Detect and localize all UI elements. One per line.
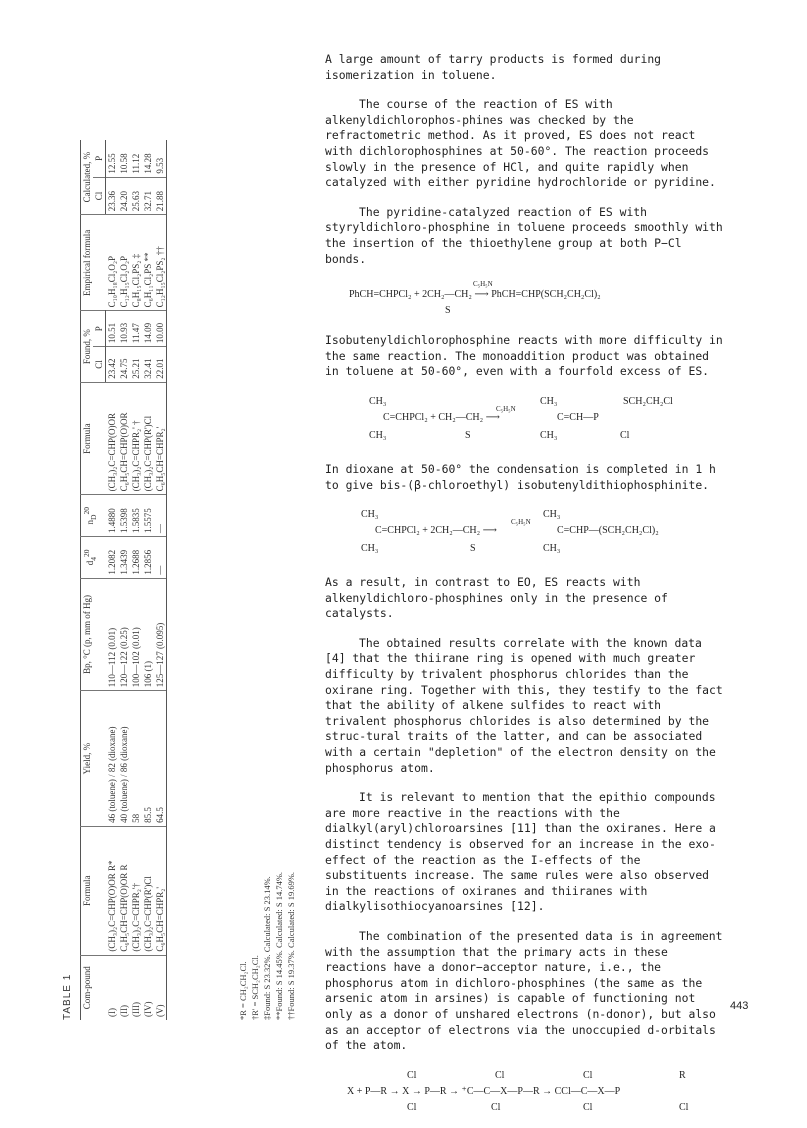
- th-formula-2: Formula: [81, 382, 106, 495]
- th-refractive-label: n: [85, 519, 95, 525]
- footnote: ††Found: S 19.37%. Calculated: S 19.69%.: [286, 871, 296, 1020]
- cell-cl-calc: 24.20: [118, 177, 130, 215]
- eq-label: Cl: [679, 1101, 689, 1113]
- footnote: †R' = SCH₂CH₂Cl.: [250, 955, 260, 1020]
- eq-label: CH₃: [369, 429, 387, 441]
- paragraph: The course of the reaction of ES with alkenyldichlorophos-phines was checked by the refractometric method. As it proved, ES does not react with dichlorophosphines at 50-60°. The reaction proceeds slowly in the presence of HCl, and quite rapidly when catalyzed with either pyridine hydrochloride or pyridine.: [325, 97, 716, 190]
- eq-label: Cl: [583, 1101, 593, 1113]
- cell-cl-calc: 25.63: [130, 177, 142, 215]
- cell-compound: (I): [106, 955, 119, 1020]
- cell-p-found: 14.09: [142, 311, 154, 347]
- cell-refractive: 1.5398: [118, 495, 130, 537]
- catalyst-label: C₅H₅N: [496, 404, 516, 413]
- footnote: *R = CH₂CH₂Cl.: [238, 961, 248, 1020]
- paragraph: In dioxane at 50-60° the condensation is completed in 1 h to give bis-(β-chloroethyl) isobutenyldithiophosphinite.: [325, 461, 716, 492]
- th-density: $d_4^{20}$: [81, 537, 106, 579]
- cell-bp: 100—102 (0.01): [130, 578, 142, 691]
- cell-formula-2: (CH₃)₂C=CHP(O)OR: [106, 382, 119, 495]
- cell-cl-found: 24.75: [118, 347, 130, 383]
- cell-empirical: C₁₂H₁₅Cl₂PS₂ ††: [154, 215, 167, 311]
- cell-empirical: C₁₂H₁₅Cl₂O₂P: [118, 215, 130, 311]
- cell-p-found: 10.00: [154, 311, 167, 347]
- cell-empirical: C₁₀H₁₈Cl₂O₂P: [106, 215, 119, 311]
- eq-label: CH₃: [361, 509, 379, 521]
- eq-label: C=CHP—(SCH₂CH₂Cl)₂: [557, 525, 659, 537]
- data-table: [80, 140, 167, 1020]
- eq-label: Cl: [407, 1069, 417, 1081]
- cell-density: —: [154, 537, 167, 579]
- catalyst-label: C₅H₅N: [473, 280, 493, 289]
- th-found: Found, %: [81, 311, 94, 382]
- sulfur-label: S: [470, 543, 476, 555]
- equation-text: X + P—R → X → P—R → ⁺C—C—X—P—R → CCl—C—X—P: [347, 1085, 621, 1097]
- cell-empirical: C₆H₁₁Cl₂PS **: [142, 215, 154, 311]
- cell-formula-2: (CH₃)₂C=CHP(R')Cl: [142, 382, 154, 495]
- equation-text: PhCH=CHPCl₂ + 2CH₂—CH₂ ⟶ PhCH=CHP(SCH₂CH₂Cl)₂: [349, 289, 601, 301]
- cell-yield: 40 (toluene) / 86 (dioxane): [118, 691, 130, 827]
- cell-empirical: C₈H₁₅Cl₂PS₂ ‡: [130, 215, 142, 311]
- cell-formula: (CH₃)₂C=CHP(R')Cl: [142, 826, 154, 955]
- eq-label: Cl: [495, 1069, 505, 1081]
- cell-cl-found: 25.21: [130, 347, 142, 383]
- th-found-cl: Cl: [93, 347, 106, 383]
- eq-label: C=CHPCl₂ + CH₂—CH₂ ⟶: [383, 411, 500, 423]
- th-density-label: d: [85, 560, 95, 566]
- th-calc-cl: Cl: [93, 177, 106, 215]
- equation-4: [325, 1068, 725, 1116]
- cell-p-found: 10.93: [118, 311, 130, 347]
- paragraph: The combination of the presented data is in agreement with the assumption that the primary acts in these reactions have a donor−acceptor nature, i.e., the phosphorus atom in dichloro-phosphines (the same as the arsenic atom in arsines) is capable of functioning not only as a donor of unshared electrons (n-donor), but also as an acceptor of electrons via the unoccupied d-orbitals of the atom.: [325, 928, 723, 1053]
- cell-p-found: 11.47: [130, 311, 142, 347]
- cell-bp: 110—112 (0.01): [106, 578, 119, 691]
- cell-compound: (III): [130, 955, 142, 1020]
- eq-label: Cl: [491, 1101, 501, 1113]
- cell-density: 1.2856: [142, 537, 154, 579]
- cell-refractive: 1.5835: [130, 495, 142, 537]
- footnote: **Found: S 14.45%. Calculated: S 14.74%.: [274, 871, 284, 1020]
- text-column: [325, 52, 725, 1128]
- catalyst-label: C₅H₅N: [511, 518, 531, 527]
- cell-cl-found: 32.41: [142, 347, 154, 383]
- equation-2: [325, 394, 725, 450]
- sulfur-label: S: [445, 305, 451, 317]
- th-calc-p: P: [93, 140, 106, 177]
- footnote: ‡Found: S 23.32%. Calculated: S 23.14%.: [262, 876, 272, 1020]
- cell-cl-calc: 23.36: [106, 177, 119, 215]
- paragraph: The pyridine-catalyzed reaction of ES with styryldichloro-phosphine in toluene proceeds smoothly with the insertion of the thioethylene group at both P−Cl bonds.: [325, 204, 723, 266]
- cell-compound: (II): [118, 955, 130, 1020]
- cell-formula: (CH₃)₂C=CHPR₂'†: [130, 826, 142, 955]
- eq-label: CH₃: [361, 543, 379, 555]
- eq-label: SCH₂CH₂Cl: [623, 395, 673, 407]
- eq-label: CH₃: [543, 509, 561, 521]
- cell-compound: (V): [154, 955, 167, 1020]
- cell-p-found: 10.51: [106, 311, 119, 347]
- th-refractive: $n_D^{20}$: [81, 495, 106, 537]
- cell-yield: 58: [130, 691, 142, 827]
- cell-formula-2: (CH₃)₂C=CHPR₂' †: [130, 382, 142, 495]
- equation-3: [325, 507, 725, 563]
- cell-bp: 120—122 (0.25): [118, 578, 130, 691]
- cell-cl-calc: 32.71: [142, 177, 154, 215]
- eq-label: CH₃: [369, 395, 387, 407]
- eq-label: Cl: [620, 429, 630, 441]
- paragraph: As a result, in contrast to EO, ES reacts with alkenyldichloro-phosphines only in the presence of catalysts.: [325, 575, 668, 621]
- sulfur-label: S: [465, 429, 471, 441]
- cell-refractive: —: [154, 495, 167, 537]
- th-empirical: Empirical formula: [81, 215, 106, 311]
- cell-formula: (CH₃)₂C=CHP(O)OR R*: [106, 826, 119, 955]
- cell-p-calc: 10.58: [119, 153, 129, 174]
- paragraph: The obtained results correlate with the known data [4] that the thiirane ring is opened with much greater difficulty by trivalent phosphorus chlorides than the oxirane ring. Together with this, they testify to the fact that the ability of alkene sulfides to react with trivalent phosphorus chlorides is also determined by the struc-tural traits of the latter, and can be associated with a certain "depletion" of the electron density on the phosphorus atom.: [325, 635, 723, 775]
- table-row: [130, 140, 142, 1020]
- eq-label: CH₃: [543, 543, 561, 555]
- eq-label: CH₃: [540, 395, 558, 407]
- paragraph: A large amount of tarry products is formed during isomerization in toluene.: [325, 52, 662, 82]
- th-formula: Formula: [81, 826, 106, 955]
- cell-p-calc: 9.53: [154, 140, 167, 177]
- cell-p-calc: 11.12: [131, 153, 141, 174]
- cell-yield: 64.5: [154, 691, 167, 827]
- th-bp: Bp, °C (p, mm of Hg): [81, 578, 106, 691]
- cell-cl-found: 23.42: [106, 347, 119, 383]
- table-1: [62, 130, 302, 1020]
- cell-yield: 46 (toluene) / 82 (dioxane): [106, 691, 119, 827]
- cell-density: 1.3439: [118, 537, 130, 579]
- table-row: [106, 140, 119, 1020]
- table-row: [142, 140, 154, 1020]
- cell-formula: C₆H₅CH=CHPR₂': [154, 826, 167, 955]
- cell-cl-found: 22.01: [154, 347, 167, 383]
- th-compound: Com-pound: [81, 955, 106, 1020]
- cell-refractive: 1.4880: [106, 495, 119, 537]
- cell-p-calc: 14.28: [143, 153, 153, 174]
- eq-label: C=CHPCl₂ + 2CH₂—CH₂ ⟶: [375, 525, 497, 537]
- eq-label: R: [679, 1069, 686, 1081]
- cell-formula-2: C₆H₅CH=CHP(O)OR: [118, 382, 130, 495]
- cell-density: 1.2688: [130, 537, 142, 579]
- eq-label: Cl: [407, 1101, 417, 1113]
- cell-formula-2: C₆H₅CH=CHPR₂': [154, 382, 167, 495]
- equation-1: [325, 281, 725, 321]
- eq-label: Cl: [583, 1069, 593, 1081]
- cell-bp: 106 (1): [142, 578, 154, 691]
- cell-refractive: 1.5575: [142, 495, 154, 537]
- th-yield: Yield, %: [81, 691, 106, 827]
- paragraph: It is relevant to mention that the epithio compounds are more reactive in the reactions with the dialkyl(aryl)chloroarsines [11] than the oxiranes. Here a distinct tendency is observed for an increase in the exo-effect of the reaction as the I-effects of the substituents increase. The same rules were also observed in the reactions of oxiranes and thiiranes with dialkylisothiocyanoarsines [12].: [325, 790, 716, 914]
- table-row: [154, 140, 167, 1020]
- paragraph: Isobutenyldichlorophosphine reacts with more difficulty in the same reaction. The monoaddition product was obtained in toluene at 50-60°, even with a fourfold excess of ES.: [325, 333, 723, 379]
- cell-compound: (IV): [142, 955, 154, 1020]
- page-number: 443: [730, 1000, 749, 1012]
- cell-p-calc: 12.55: [107, 153, 117, 174]
- cell-formula: C₆H₅CH=CHP(O)OR R: [118, 826, 130, 955]
- eq-label: CH₃: [540, 429, 558, 441]
- th-found-p: P: [93, 311, 106, 347]
- cell-density: 1.2082: [106, 537, 119, 579]
- table-title: TABLE 1: [62, 973, 73, 1020]
- cell-cl-calc: 21.88: [154, 177, 167, 215]
- cell-yield: 85.5: [142, 691, 154, 827]
- eq-label: C=CH—P: [557, 411, 599, 423]
- th-calculated: Calculated, %: [81, 140, 94, 215]
- table-row: [118, 140, 130, 1020]
- cell-bp: 125—127 (0.095): [154, 578, 167, 691]
